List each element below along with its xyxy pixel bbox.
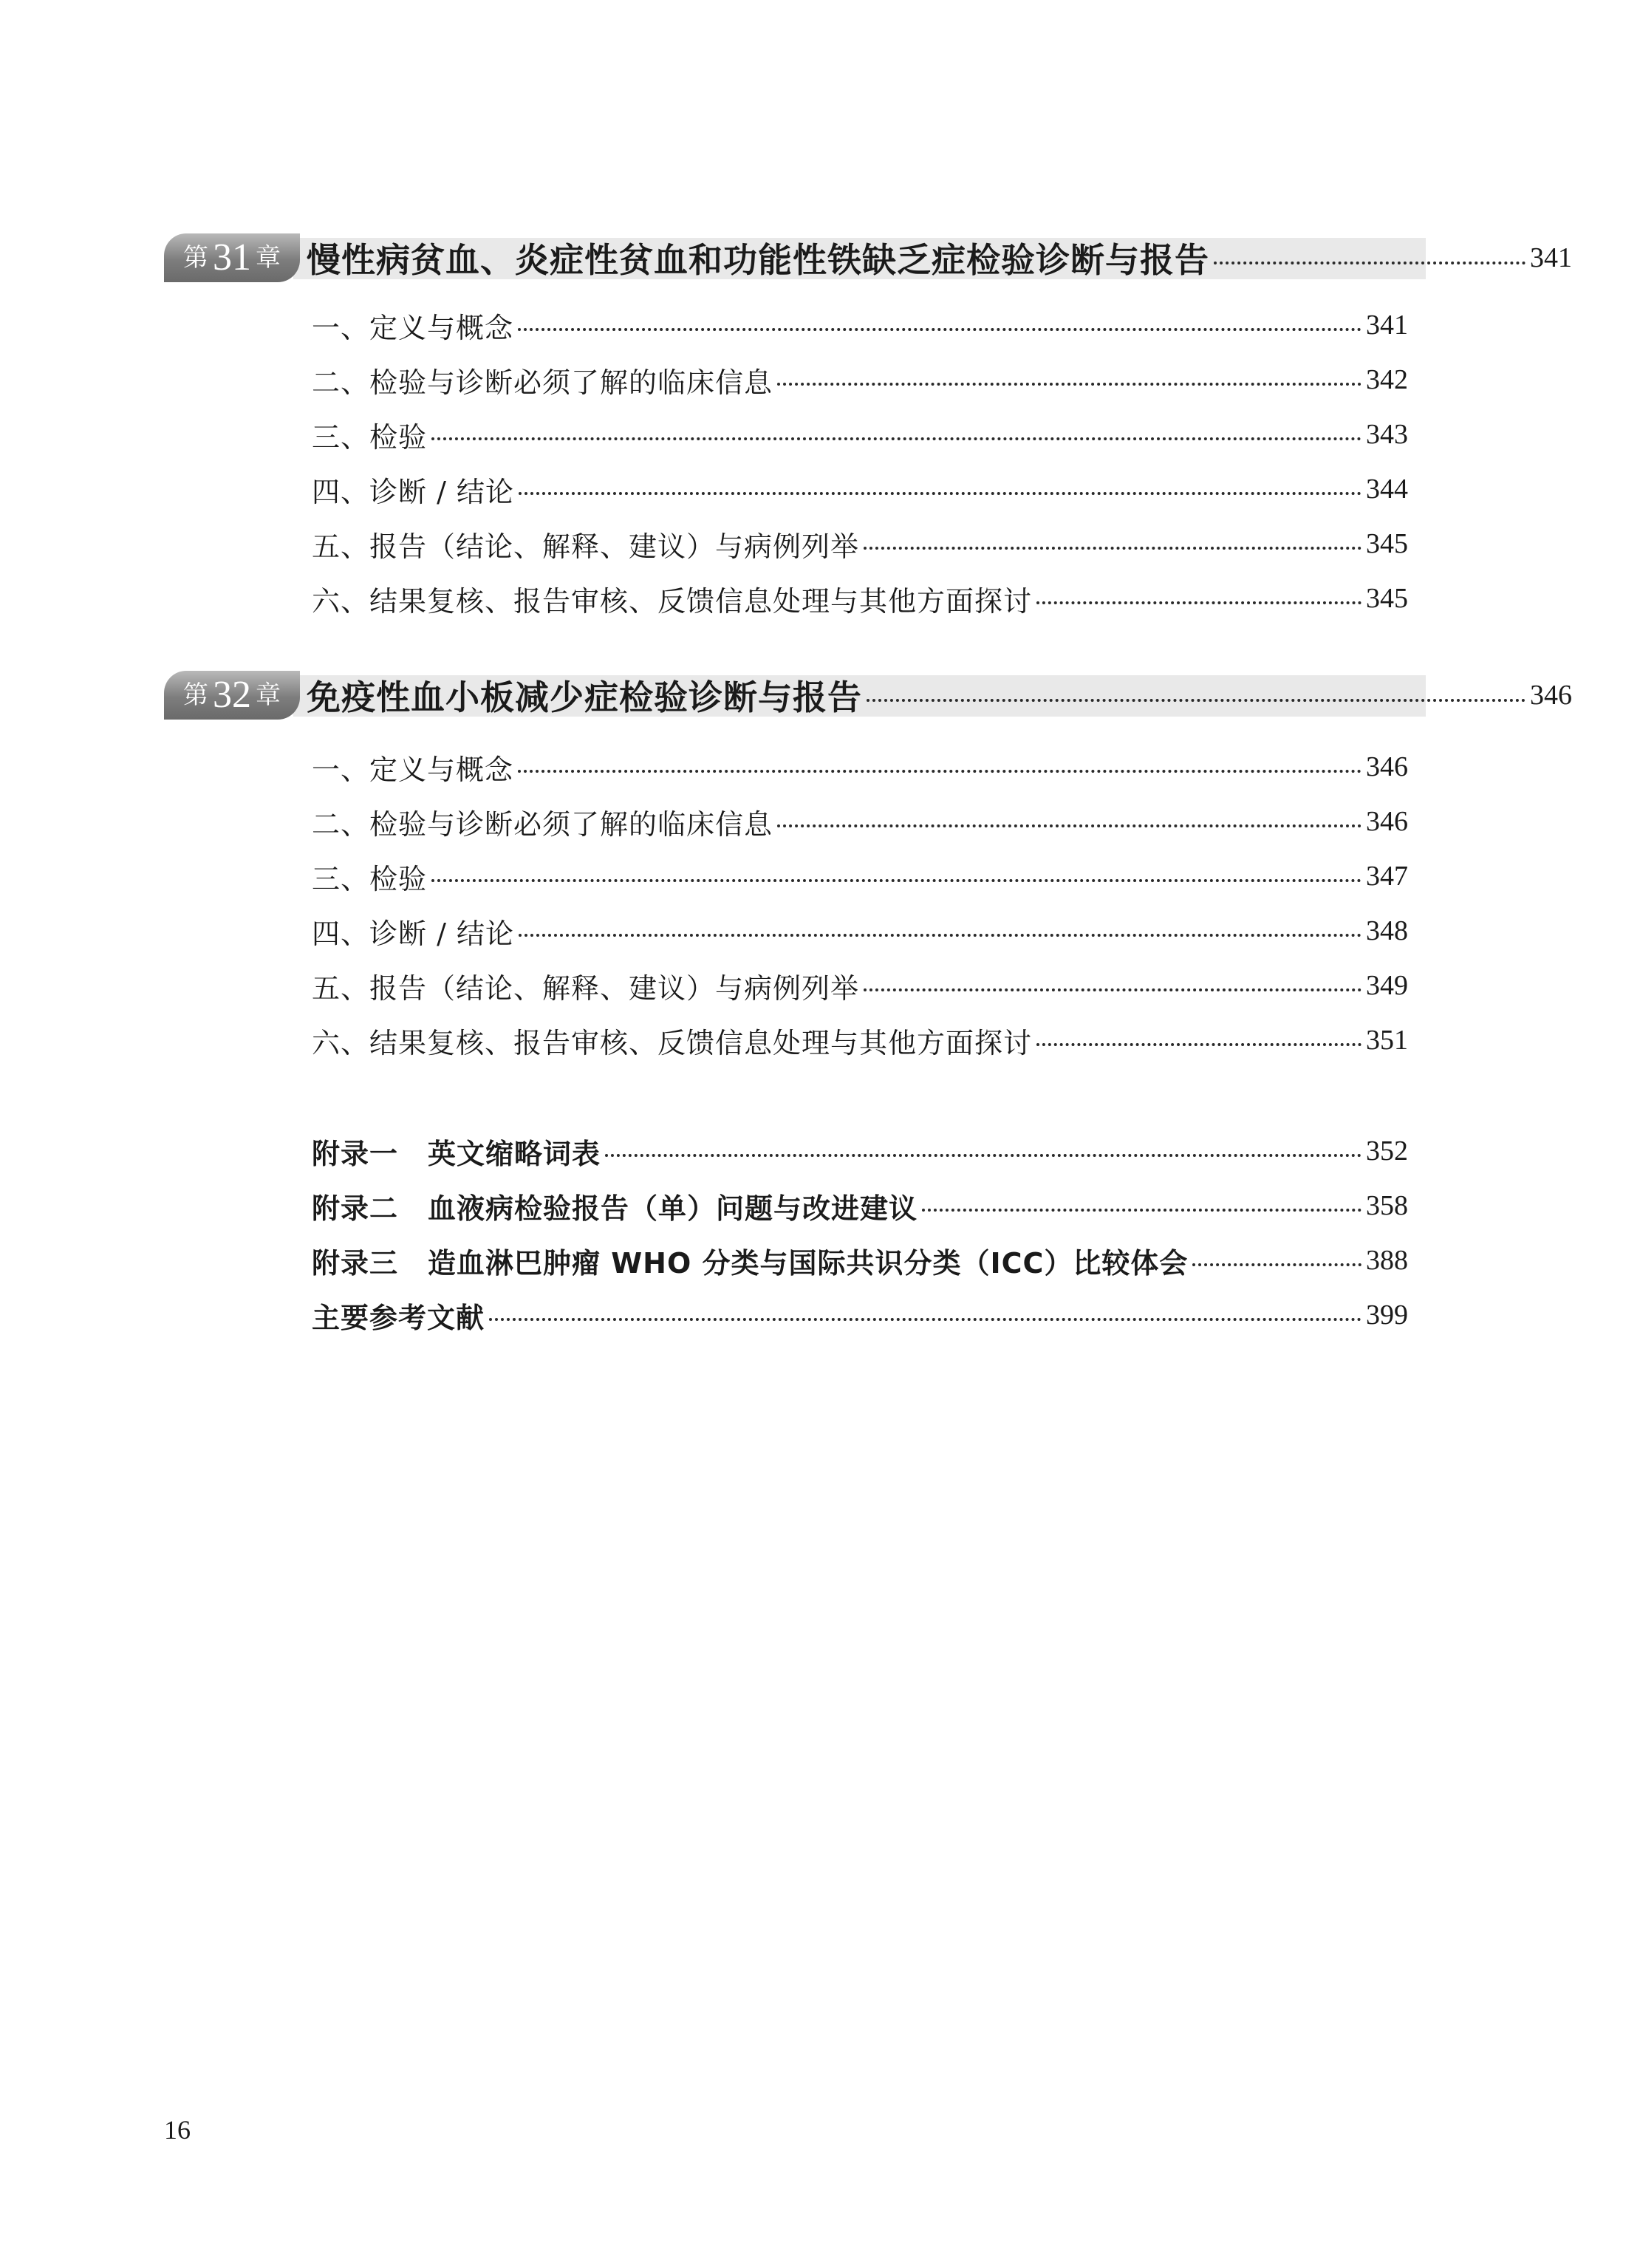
chapter-page-number: 341 <box>1530 242 1572 273</box>
chapter-title: 免疫性血小板减少症检验诊断与报告 <box>307 677 862 717</box>
toc-entry-label: 六、结果复核、报告审核、反馈信息处理与其他方面探讨 <box>312 584 1033 618</box>
toc-entry[interactable] <box>312 1019 1408 1061</box>
toc-entry-page: 349 <box>1366 970 1408 1001</box>
dot-leader <box>864 988 1361 991</box>
chapter-title: 慢性病贫血、炎症性贫血和功能性铁缺乏症检验诊断与报告 <box>307 240 1209 280</box>
toc-entry-page: 341 <box>1366 310 1408 341</box>
toc-entry[interactable] <box>312 746 1408 788</box>
dot-leader <box>431 437 1361 440</box>
dot-leader <box>519 492 1361 495</box>
toc-entry-page: 345 <box>1366 528 1408 559</box>
dot-leader <box>1214 262 1525 264</box>
appendix-title: 血液病检验报告（单）问题与改进建议 <box>428 1192 918 1225</box>
toc-entry-page: 344 <box>1366 474 1408 505</box>
toc-entry-page: 348 <box>1366 915 1408 946</box>
toc-entry-label: 六、结果复核、报告审核、反馈信息处理与其他方面探讨 <box>312 1026 1033 1059</box>
chapter-badge <box>164 671 300 720</box>
toc-entry[interactable] <box>312 359 1408 400</box>
appendix-prefix: 附录一 <box>312 1137 399 1170</box>
dot-leader <box>489 1318 1361 1321</box>
appendix-label <box>312 1186 918 1226</box>
appendix-entry[interactable] <box>312 1185 1408 1226</box>
dot-leader <box>431 879 1361 882</box>
dot-leader <box>518 328 1361 331</box>
toc-entry-label: 二、检验与诊断必须了解的临床信息 <box>312 366 773 399</box>
page-number: 16 <box>164 2115 191 2145</box>
appendix-entry[interactable] <box>312 1130 1408 1172</box>
toc-entry-label: 三、检验 <box>312 420 428 454</box>
toc-entry-page: 347 <box>1366 861 1408 892</box>
appendix-prefix: 附录三 <box>312 1246 399 1280</box>
chapter-title-row[interactable] <box>307 233 1572 282</box>
appendix-entry[interactable] <box>312 1240 1408 1281</box>
toc-entry-page: 342 <box>1366 364 1408 395</box>
toc-entry-page: 346 <box>1366 806 1408 837</box>
appendix-title: 英文缩略词表 <box>428 1137 601 1170</box>
dot-leader <box>605 1154 1361 1157</box>
appendix-label <box>312 1240 1188 1281</box>
toc-entry-page: 343 <box>1366 419 1408 450</box>
toc-entry-label: 三、检验 <box>312 862 428 895</box>
toc-entry-label: 五、报告（结论、解释、建议）与病例列举 <box>312 530 860 563</box>
appendix-label <box>312 1131 601 1172</box>
toc-entry[interactable] <box>312 965 1408 1006</box>
toc-entry[interactable] <box>312 523 1408 564</box>
toc-entry[interactable] <box>312 910 1408 952</box>
badge-suffix: 章 <box>256 680 281 710</box>
toc-entry-label: 四、诊断 / 结论 <box>312 917 514 950</box>
toc-entry[interactable] <box>312 855 1408 897</box>
dot-leader <box>519 934 1361 937</box>
chapter-badge <box>164 233 300 282</box>
chapter-31-header <box>164 233 1572 282</box>
toc-entry-label: 一、定义与概念 <box>312 311 514 344</box>
dot-leader <box>518 770 1361 773</box>
chapter-page-number: 346 <box>1530 680 1572 711</box>
toc-entry-label: 四、诊断 / 结论 <box>312 475 514 508</box>
toc-entry[interactable] <box>312 414 1408 455</box>
dot-leader <box>922 1209 1361 1212</box>
toc-entry[interactable] <box>312 468 1408 510</box>
dot-leader <box>1192 1263 1361 1266</box>
appendix-title: 造血淋巴肿瘤 WHO 分类与国际共识分类（ICC）比较体会 <box>428 1246 1189 1280</box>
toc-entry[interactable] <box>312 304 1408 346</box>
dot-leader <box>777 824 1361 827</box>
badge-prefix: 第 <box>183 243 208 273</box>
toc-entry[interactable] <box>312 578 1408 619</box>
dot-leader <box>1036 1043 1361 1046</box>
toc-entry-page: 345 <box>1366 583 1408 614</box>
references-entry[interactable] <box>312 1294 1408 1336</box>
appendix-prefix: 附录二 <box>312 1192 399 1225</box>
dot-leader <box>1036 601 1361 604</box>
badge-prefix: 第 <box>183 680 208 710</box>
badge-suffix: 章 <box>256 243 281 273</box>
dot-leader <box>777 383 1361 386</box>
badge-number: 31 <box>213 236 251 279</box>
appendix-page: 352 <box>1366 1135 1408 1167</box>
references-page: 399 <box>1366 1299 1408 1331</box>
toc-entry-label: 五、报告（结论、解释、建议）与病例列举 <box>312 971 860 1005</box>
badge-number: 32 <box>213 674 251 716</box>
chapter-32-header <box>164 671 1572 720</box>
appendix-page: 388 <box>1366 1245 1408 1276</box>
toc-entry[interactable] <box>312 801 1408 842</box>
appendix-page: 358 <box>1366 1190 1408 1221</box>
toc-entry-label: 一、定义与概念 <box>312 753 514 786</box>
toc-entry-label: 二、检验与诊断必须了解的临床信息 <box>312 807 773 841</box>
dot-leader <box>864 547 1361 550</box>
toc-entry-page: 351 <box>1366 1025 1408 1056</box>
references-title: 主要参考文献 <box>312 1301 485 1334</box>
toc-entry-page: 346 <box>1366 751 1408 782</box>
chapter-title-row[interactable] <box>307 671 1572 720</box>
dot-leader <box>867 699 1525 702</box>
